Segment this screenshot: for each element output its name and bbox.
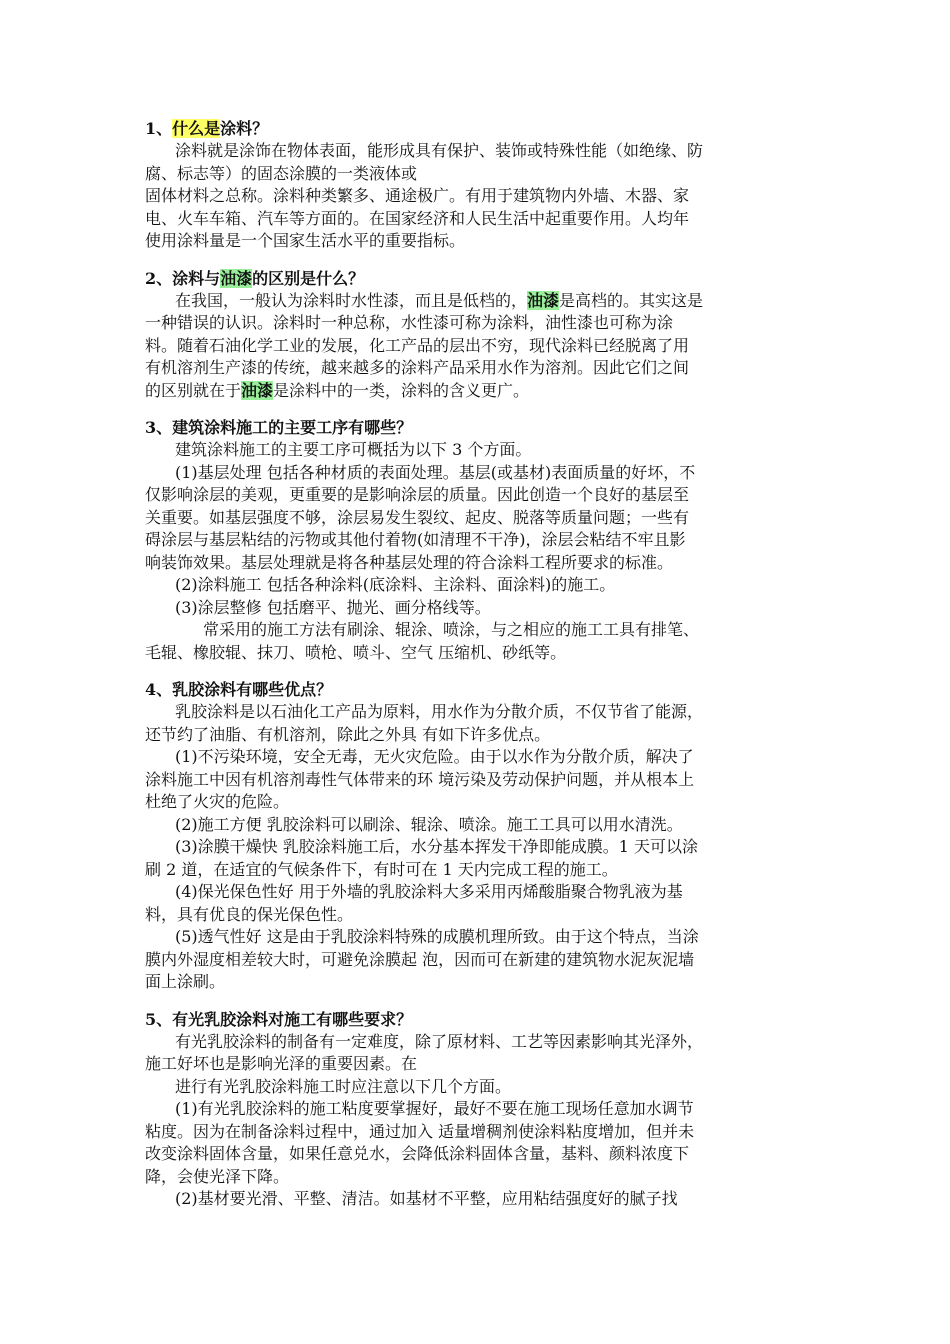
section-4-line: 刷 2 道，在适宜的气候条件下，有时可在 1 天内完成工程的施工。	[145, 859, 618, 879]
text-run: 的区别就在于	[145, 380, 242, 400]
section-3-line: 仅影响涂层的美观，更重要的是影响涂层的质量。因此创造一个良好的基层至	[145, 485, 690, 504]
section-gap	[145, 253, 810, 268]
section-5-line: (2)基材要光滑、平整、清洁。如基材不平整，应用粘结强度好的腻子找	[175, 1189, 678, 1208]
section-1-line: 电、火车车箱、汽车等方面的。在国家经济和人民生活中起重要作用。人均年	[145, 208, 690, 228]
section-3-line: 常采用的施工方法有刷涂、辊涂、喷涂，与之相应的施工工具有排笔、	[203, 620, 700, 639]
section-5-line: 改变涂料固体含量，如果任意兑水，会降低涂料固体含量，基料、颜料浓度下	[145, 1144, 690, 1163]
section-5-line: 有光乳胶涂料的制备有一定难度，除了原材料、工艺等因素影响其光泽外，	[175, 1031, 704, 1051]
section-1-title-rest: 涂料？	[220, 119, 269, 138]
section-4-line: 料，具有优良的保光保色性。	[145, 904, 354, 924]
section-2-line	[145, 380, 810, 403]
section-gap	[145, 402, 810, 417]
section-3-line: 建筑涂料施工的主要工序可概括为以下 3 个方面。	[175, 440, 532, 459]
section-1-line: 涂料就是涂饰在物体表面，能形成具有保护、装饰或特殊性能（如绝缘、防	[175, 141, 704, 160]
highlighted-text: 油漆	[241, 380, 274, 400]
section-3-line: 毛辊、橡胶辊、抹刀、喷枪、喷斗、空气 压缩机、砂纸等。	[145, 642, 567, 662]
section-4-line: (4)保光保色性好 用于外墙的乳胶涂料大多采用丙烯酸脂聚合物乳液为基	[175, 882, 683, 901]
section-5-line: (1)有光乳胶涂料的施工粘度要掌握好，最好不要在施工现场任意加水调节	[175, 1099, 694, 1118]
highlighted-text: 什么是	[172, 119, 221, 138]
section-5-line: 进行有光乳胶涂料施工时应注意以下几个方面。	[175, 1076, 512, 1096]
section-3-line: 响装饰效果。基层处理就是将各种基层处理的符合涂料工程所要求的标准。	[145, 552, 674, 572]
section-5-line: 粘度。因为在制备涂料过程中，通过加入 适量增稠剂使涂料粘度增加，但并未	[145, 1121, 695, 1141]
section-3-line: (1)基层处理 包括各种材质的表面处理。基层(或基材)表面质量的好坏，不	[175, 462, 696, 482]
section-4-line: 涂料施工中因有机溶剂毒性气体带来的环 境污染及劳动保护问题，并从根本上	[145, 769, 695, 789]
section-3-line: 碍涂层与基层粘结的污物或其他付着物(如清理不干净)，涂层会粘结不牢且影	[145, 530, 686, 549]
section-1-heading	[145, 118, 810, 140]
section-1-line: 使用涂料量是一个国家生活水平的重要指标。	[145, 231, 466, 250]
section-3-line: 关重要。如基层强度不够，涂层易发生裂纹、起皮、脱落等质量问题；一些有	[145, 507, 690, 527]
section-3-line: (2)涂料施工 包括各种涂料(底涂料、主涂料、面涂料)的施工。	[175, 575, 616, 594]
section-2-title-rest: 的区别是什么？	[252, 268, 365, 288]
section-4-heading: 4、乳胶涂料有哪些优点？	[145, 680, 333, 699]
section-4-line: (2)施工方便 乳胶涂料可以刷涂、辊涂、喷涂。施工工具可以用水清洗。	[175, 814, 683, 834]
section-2-line: 有机溶剂生产漆的传统，越来越多的涂料产品采用水作为溶剂。因此它们之间	[145, 358, 690, 377]
text-run: 在我国，一般认为涂料时水性漆，而且是低档的，	[175, 290, 528, 310]
highlighted-text: 油漆	[220, 268, 253, 288]
highlighted-text: 油漆	[527, 290, 560, 310]
section-2-line: 一种错误的认识。涂料时一种总称，水性漆可称为涂料，油性漆也可称为涂	[145, 313, 674, 332]
section-4-line: 还节约了油脂、有机溶剂，除此之外具 有如下许多优点。	[145, 724, 551, 744]
section-2-line: 料。随着石油化学工业的发展，化工产品的层出不穷，现代涂料已经脱离了用	[145, 335, 690, 355]
section-1-line: 固体材料之总称。涂料种类繁多、通途极广。有用于建筑物内外墙、木器、家	[145, 186, 690, 205]
section-5-line: 降，会使光泽下降。	[145, 1166, 290, 1186]
section-4-line: 膜内外湿度相差较大时，可避免涂膜起 泡，因而可在新建的建筑物水泥灰泥墙	[145, 949, 695, 969]
section-2-title-start: 2、涂料与	[145, 268, 221, 288]
section-1-number: 1、	[145, 119, 173, 138]
section-4-line: 乳胶涂料是以石油化工产品为原料，用水作为分散介质，不仅节省了能源，	[175, 702, 704, 721]
section-4-line: 杜绝了火灾的危险。	[145, 792, 290, 811]
section-2-line	[145, 290, 810, 313]
section-5-heading: 5、有光乳胶涂料对施工有哪些要求？	[145, 1009, 413, 1029]
text-run: 是高档的。其实这是	[559, 290, 704, 310]
section-4-line: (1)不污染环境，安全无毒，无火灾危险。由于以水作为分散介质，解决了	[175, 747, 694, 766]
section-4-line: 面上涂刷。	[145, 972, 226, 991]
section-gap	[145, 994, 810, 1009]
document-body	[145, 118, 810, 1211]
section-5-line: 施工好坏也是影响光泽的重要因素。在	[145, 1054, 418, 1073]
section-4-line: (3)涂膜干燥快 乳胶涂料施工后，水分基本挥发干净即能成膜。1 天可以涂	[175, 837, 699, 856]
section-gap	[145, 664, 810, 679]
section-1-line: 腐、标志等）的固态涂膜的一类液体或	[145, 163, 418, 183]
text-run: 是涂料中的一类，涂料的含义更广。	[273, 380, 530, 400]
section-3-line: (3)涂层整修 包括磨平、抛光、画分格线等。	[175, 597, 491, 617]
section-3-heading: 3、建筑涂料施工的主要工序有哪些？	[145, 418, 413, 437]
section-2-heading	[145, 268, 810, 290]
section-4-line: (5)透气性好 这是由于乳胶涂料特殊的成膜机理所致。由于这个特点，当涂	[175, 927, 699, 946]
